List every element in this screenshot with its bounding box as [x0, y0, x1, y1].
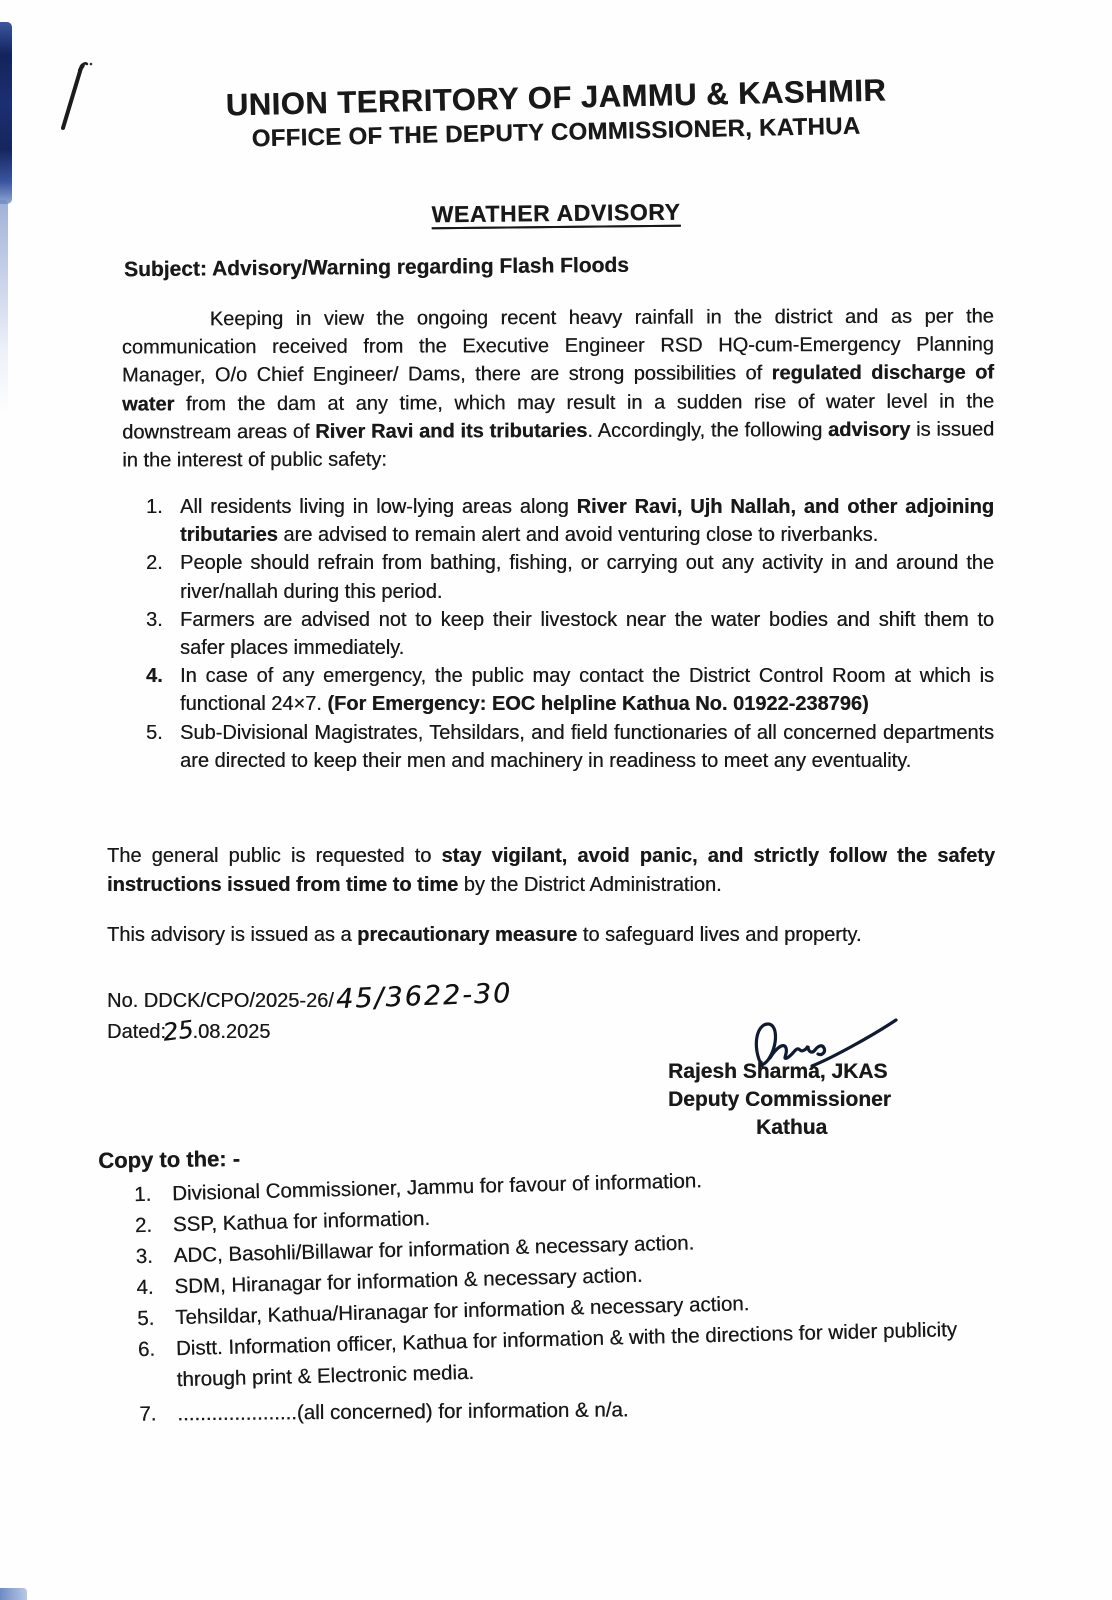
- list-item-text: All residents living in low-lying areas along River Ravi, Ujh Nallah, and other adjoining tributaries are advised to remain alert and avoid venturing close to riverbanks.: [180, 496, 994, 547]
- list-item-text: Divisional Commissioner, Jammu for favour of information.: [171, 1169, 703, 1206]
- list-item-text: Distt. Information officer, Kathua for information & with the directions for wider publicity through print & Electronic media.: [175, 1318, 958, 1392]
- date-label: Dated:: [107, 1021, 166, 1043]
- date-month-year-printed: .08.2025: [192, 1021, 271, 1043]
- intro-paragraph: Keeping in view the ongoing recent heavy rainfall in the district and as per the communication received from the Executive Engineer RSD HQ-cum-Emergency Planning Manager, O/o Chief Engineer/ Dams, there are strong possibilities of regulated discharge of water from the dam at any time, which may result in a sudden rise of water level in the downstream areas of River Ravi and its tributaries. Accordingly, the following advisory is issued in the interest of public safety:: [121, 305, 995, 472]
- closing-paragraph-vigilance: The general public is requested to stay vigilant, avoid panic, and strictly follow the safety instructions issued from time to time by the District Administration.: [107, 845, 996, 896]
- list-item-text: Farmers are advised not to keep their livestock near the water bodies and shift them to safer places immediately.: [180, 608, 994, 660]
- letterhead-office: OFFICE OF THE DEPUTY COMMISSIONER, KATHUA: [251, 112, 861, 153]
- copy-to-item: [104, 1391, 1024, 1430]
- signatory-name: Rajesh Sharma, JKAS: [668, 1060, 888, 1083]
- reference-number-line: [107, 977, 513, 1016]
- letterhead: [0, 72, 1112, 153]
- letterhead-territory: UNION TERRITORY OF JAMMU & KASHMIR: [225, 72, 887, 123]
- reference-block: [107, 977, 513, 1047]
- list-item-number: 1.: [146, 496, 163, 518]
- list-item-text: SDM, Hiranagar for information & necessary action.: [174, 1263, 643, 1299]
- document-title: WEATHER ADVISORY: [431, 198, 681, 228]
- list-item-number: 7.: [139, 1402, 157, 1426]
- list-item-text: Tehsildar, Kathua/Hiranagar for information & necessary action.: [174, 1292, 750, 1330]
- copy-to-heading: Copy to the: -: [98, 1146, 241, 1173]
- list-item-number: 6.: [137, 1337, 156, 1362]
- list-item-text: .....................(all concerned) for information & n/a.: [177, 1398, 629, 1426]
- list-item-text: ADC, Basohli/Billawar for information & necessary action.: [173, 1231, 695, 1268]
- advisory-list-item: [146, 549, 994, 605]
- list-item-number: 5.: [146, 721, 163, 744]
- advisory-list: [146, 493, 994, 775]
- advisory-list-item: [146, 662, 994, 718]
- list-item-number: 3.: [146, 608, 163, 631]
- copy-to-section: [98, 1126, 1025, 1430]
- reference-number-handwritten: 45/3622-30: [335, 977, 513, 1016]
- subject-line: Subject: Advisory/Warning regarding Flash Floods: [123, 253, 629, 282]
- list-item-text: SSP, Kathua for information.: [172, 1206, 431, 1237]
- scan-edge-artifact-bottom: [0, 1588, 27, 1600]
- signatory-place: Kathua: [756, 1116, 828, 1139]
- list-item-text: People should refrain from bathing, fishing, or carrying out any activity in and around the river/nallah during this period.: [180, 552, 994, 603]
- list-item-number: 1.: [133, 1182, 152, 1207]
- list-item-text: In case of any emergency, the public may contact the District Control Room at which is functional 24×7. (For Emergency: EOC helpline Kathua No. 01922-238796): [180, 665, 994, 716]
- list-item-number: 4.: [146, 665, 163, 688]
- closing-paragraph-precaution: This advisory is issued as a precautionary measure to safeguard lives and property.: [107, 924, 862, 946]
- list-item-number: 4.: [136, 1275, 154, 1300]
- copy-to-list: [99, 1158, 1025, 1430]
- advisory-list-item: [146, 493, 994, 549]
- signatory-designation: Deputy Commissioner: [668, 1088, 891, 1111]
- list-item-number: 3.: [135, 1244, 154, 1269]
- reference-number-printed: No. DDCK/CPO/2025-26/: [107, 990, 334, 1012]
- advisory-list-item: [146, 719, 994, 775]
- list-item-text: Sub-Divisional Magistrates, Tehsildars, and field functionaries of all concerned departments are directed to keep their men and machinery in readiness to meet any eventuality.: [180, 721, 994, 772]
- advisory-list-item: [146, 606, 994, 662]
- date-line: [107, 1016, 512, 1047]
- list-item-number: 2.: [146, 552, 163, 575]
- list-item-number: 5.: [136, 1306, 155, 1331]
- date-day-handwritten: 25: [161, 1015, 196, 1047]
- list-item-number: 2.: [134, 1213, 153, 1238]
